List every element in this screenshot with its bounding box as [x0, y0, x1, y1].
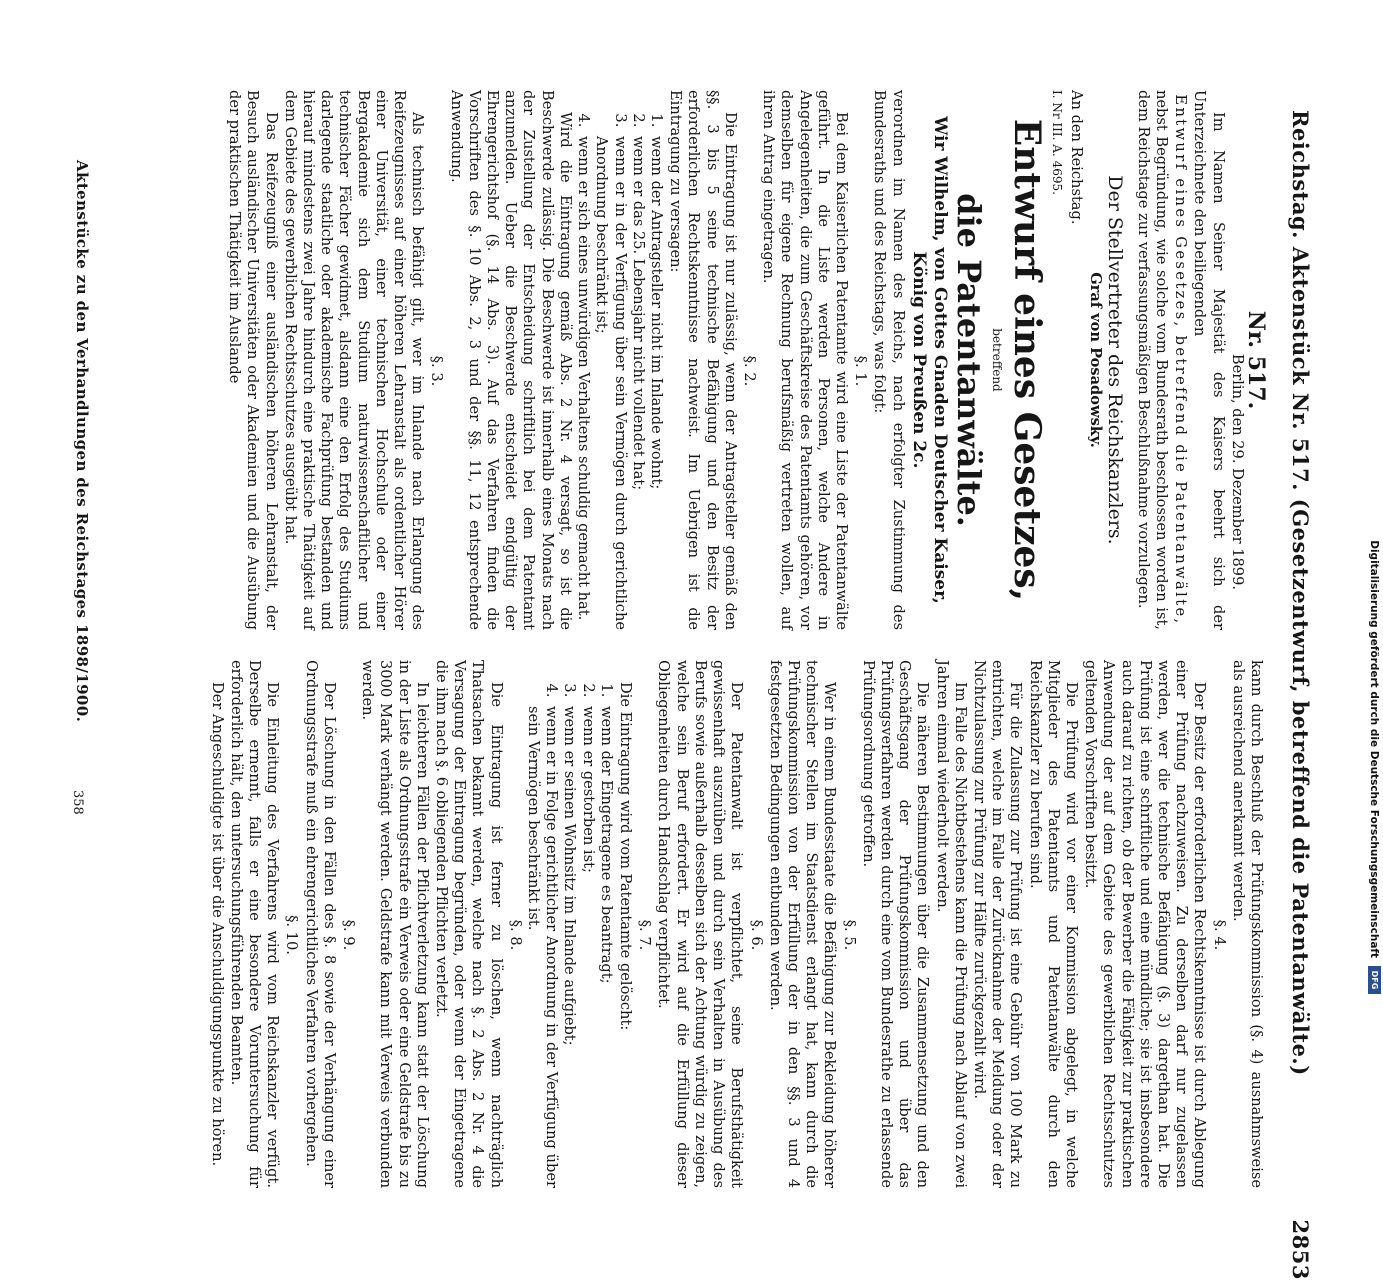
section-10-text: Die Einleitung des Verfahrens wird vom Reichskanzler verfügt. Derselbe ernennt, falls er eine besondere Voruntersuchung für erforderlich hält, den untersuchungsführenden Beamten.	[227, 660, 282, 1188]
section-8-text: Die Eintragung ist ferner zu löschen, wenn nachträglich Thatsachen bekannt werden, welche nach §. 2 Abs. 2 Nr. 4 die Versagung der Eintragung begründen, oder wenn der Eingetragene die ihm nach §. 6 obliegenden Pflichten verletzt.	[433, 660, 505, 1188]
running-head-title: Reichstag. Aktenstück Nr. 517. (Gesetzentwurf, betreffend die Patentanwälte.)	[1288, 110, 1313, 1076]
left-column	[224, 90, 1269, 630]
enacting-clause: verordnen im Namen des Reichs, nach erfolgter Zustimmung des Bundesraths und des Reichstags, was folgt:	[871, 90, 907, 630]
addressee: An den Reichstag.	[1068, 90, 1086, 225]
list-item: 2. wenn er das 25. Lebensjahr nicht vollendet hat;	[629, 132, 647, 630]
section-9-text: Der Löschung in den Fällen des §. 8 sowie der Verhängung einer Ordnungsstrafe muß ein ehrengerichtliches Verfahren vorhergehen.	[302, 660, 338, 1188]
section-6-text: Der Patentanwalt ist verpflichtet, seine Berufsthätigkeit gewissenhaft auszuüben und durch sein Verhalten in Ausübung des Berufs sowie außerhalb desselben sich der Achtung würdig zu zeigen, welche sein Beruf erfordert. Er wird auf die Erfüllung dieser Obliegenheiten durch Handschlag verpflichtet.	[655, 660, 746, 1188]
list-item: 3. wenn er seinen Wohnsitz im Inlande aufgiebt;	[560, 702, 578, 1188]
document-number: Nr. 517.	[1243, 310, 1269, 410]
bill-subject: die Patentanwälte.	[949, 193, 988, 527]
list-item: 4. wenn er sich eines unwürdigen Verhaltens schuldig gemacht hat.	[574, 132, 592, 630]
dateline: Berlin, den 29. Dezember 1899.	[1228, 353, 1246, 590]
list-item: 1. wenn der Antragsteller nicht im Inlande wohnt;	[647, 132, 665, 630]
list-item: 1. wenn der Eingetragene es beantragt;	[597, 702, 615, 1188]
section-4-text-4: Im Falle des Nichtbestehens kann die Prüfung nach Ablauf von zwei Jahren einmal wiederholt werden.	[933, 660, 969, 1188]
dfg-text: Digitalisierung gefördert durch die Deutsche Forschungsgemeinschaft	[1368, 540, 1380, 958]
bill-title-betreffend: betreffend	[989, 328, 1004, 392]
section-4-text-3: Für die Zulassung zur Prüfung ist eine Gebühr von 100 Mark zu entrichten, welche im Falle der Zurücknahme der Meldung oder der Nichtzulassung zur Prüfung zur Hälfte zurückgezahlt wird.	[970, 660, 1025, 1188]
reference-number: I. Nr III. A. 4695.	[1049, 90, 1064, 195]
right-column	[206, 660, 1265, 1188]
intro-bill-title: Entwurf eines Gesetzes, betreffend die Patentanwälte,	[1172, 94, 1190, 626]
list-item: 2. wenn er gestorben ist;	[578, 702, 596, 1188]
bill-title: Entwurf eines Gesetzes,	[1005, 118, 1048, 602]
page-number: 2853	[1288, 1219, 1313, 1280]
section-10-text-2: Der Angeschuldigte ist über die Anschuldigungspunkte zu hören.	[208, 682, 226, 1167]
dfg-attribution	[1365, 0, 1383, 1000]
list-item: 4. wenn er in Folge gerichtlicher Anordnung in der Verfügung über sein Vermögen beschränkt ist.	[524, 702, 560, 1188]
page-footer: Aktenstücke zu den Verhandlungen des Reichstages 1898/1900.	[73, 160, 91, 723]
section-7-list	[524, 660, 615, 1188]
section-8-heading: §. 8.	[506, 919, 524, 951]
section-9-heading: §. 9.	[340, 919, 358, 951]
intro-paragraph: Im Namen Seiner Majestät des Kaisers beehrt sich der Unterzeichnete den beiliegenden	[1191, 90, 1227, 630]
section-3-text: Als technisch befähigt gilt, wer im Inlande nach Erlangung des Reifezeugnisses auf einer höheren Lehranstalt als ordentlicher Hörer einer Universität, einer technischen Hochschule oder einer Bergakademie sich dem Studium naturwissenschaftlicher und technischer Fächer gewidmet, alsdann eine den Erfolg des Studiums darlegende staatliche oder akademische Fachprüfung bestanden und hierauf mindestens zwei Jahre hindurch eine praktische Thätigkeit auf dem Gebiete des gewerblichen Rechtsschutzes ausgeübt hat.	[281, 90, 427, 630]
section-2-text: Die Eintragung ist nur zulässig, wenn der Antragsteller gemäß den §§. 3 bis 5 seine technische Befähigung und den Besitz der erforderlichen Rechtskenntnisse nachweist. Im Uebrigen ist die Eintragung zu versagen:	[667, 90, 739, 630]
section-3-heading: §. 3.	[428, 355, 446, 387]
signer-title: Der Stellvertreter des Reichskanzlers.	[1103, 175, 1126, 545]
section-3-text-2: Das Reifezeugniß einer ausländischen höheren Lehranstalt, der Besuch ausländischer Universitäten oder Akademien und die Ausübung der praktischen Thätigkeit im Auslande	[226, 90, 280, 630]
section-8-text-2: In leichteren Fällen der Pflichtverletzung kann statt der Löschung in der Liste als Ordnungsstrafe ein Verweis oder eine Geldstrafe bis zu 3000 Mark verhängt werden. Geldstrafe kann mit Verweis verbunden werden.	[359, 660, 431, 1188]
intro-paragraph-2: nebst Begründung, wie solche vom Bundesrath beschlossen worden ist, dem Reichstage zur verfassungsmäßigen Beschlußnahme vorzulegen.	[1134, 90, 1170, 630]
signature-number: 358	[70, 790, 85, 815]
section-2-list	[574, 90, 665, 630]
section-5-text: Wer in einem Bundesstaate die Befähigung zur Bekleidung höherer technischer Stellen im Staatsdienst erlangt hat, kann durch die Prüfungskommission von der Erfüllung der in den §§. 3 und 4 festgesetzten Bedingungen entbunden werden.	[766, 660, 839, 1188]
continuation-text: kann durch Beschluß der Prüfungskommission (§. 4) ausnahmsweise als ausreichend anerkannt werden.	[1229, 660, 1265, 1188]
section-1-text: Bei dem Kaiserlichen Patentamte wird eine Liste der Patentanwälte geführt. In die Liste werden Personen, welche Andere in Angelegenheiten, die zum Geschäftskreise des Patentamts gehören, vor demselben für eigene Rechnung berufsmäßig vertreten wollen, auf ihren Antrag eingetragen.	[760, 90, 850, 630]
section-2-heading: §. 2.	[740, 355, 758, 387]
section-4-text: Der Besitz der erforderlichen Rechtskenntnisse ist durch Ablegung einer Prüfung nachzuweisen. Zu derselben darf nur zugelassen werden, wer die technische Befähigung (§. 3) dargethan hat. Die Prüfung ist eine schriftliche und eine mündliche; sie ist insbesondere auch darauf zu richten, ob der Bewerber die Fähigkeit zur praktischen Anwendung der auf dem Gebiete des gewerblichen Rechtsschutzes geltenden Vorschriften besitzt.	[1082, 660, 1209, 1188]
section-4-heading: §. 4.	[1210, 919, 1228, 951]
dfg-logo: DFG	[1368, 966, 1381, 994]
section-4-text-2: Die Prüfung wird vor einer Kommission abgelegt, in welche Mitglieder des Patentamts und Patentanwälte durch den Reichskanzler zu berufen sind.	[1026, 660, 1080, 1188]
section-2-text-2: Wird die Eintragung gemäß Abs. 2 Nr. 4 versagt, so ist die Beschwerde zulässig. Die Beschwerde ist innerhalb eines Monats nach der Zustellung der Entscheidung schriftlich bei dem Patentamt anzumelden. Ueber die Beschwerde entscheidet endgültig der Ehrengerichtshof (§. 14 Abs. 3). Auf das Verfahren finden die Vorschriften des §. 10 Abs. 2, 3 und der §§. 11, 12 entsprechende Anwendung.	[447, 90, 574, 630]
list-item: 3. wenn er in der Verfügung über sein Vermögen durch gerichtliche Anordnung beschränkt ist;	[592, 132, 628, 630]
signer-name: Graf von Posadowsky.	[1087, 272, 1105, 448]
enacting-formula: Wir Wilhelm, von Gottes Gnaden Deutscher Kaiser, König von Preußen 2c.	[908, 116, 950, 604]
section-10-heading: §. 10.	[283, 915, 301, 955]
section-7-text: Die Eintragung wird vom Patentamte gelöscht:	[617, 682, 635, 1031]
section-5-heading: §. 5.	[840, 919, 858, 951]
section-4-text-5: Die näheren Bestimmungen über die Zusammensetzung und den Geschäftsgang der Prüfungskommission und über das Prüfungsverfahren werden durch eine vom Bundesrathe zu erlassende Prüfungsordnung getroffen.	[859, 660, 932, 1188]
section-7-heading: §. 7.	[636, 919, 654, 951]
section-6-heading: §. 6.	[747, 919, 765, 951]
section-1-heading: §. 1.	[852, 355, 870, 387]
